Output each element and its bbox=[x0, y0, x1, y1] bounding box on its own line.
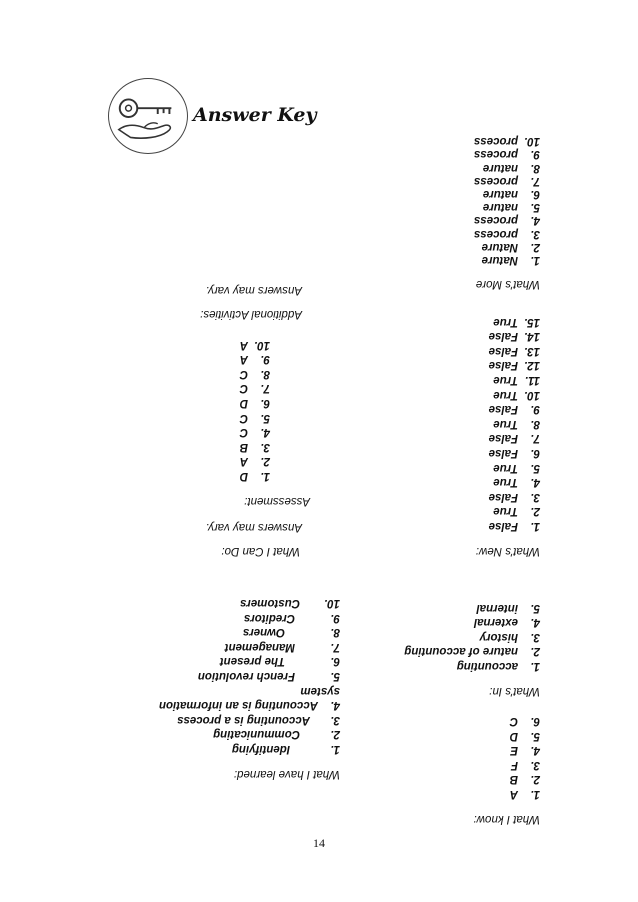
section-whats-more bbox=[360, 134, 540, 290]
list-item: 3.process bbox=[473, 227, 540, 240]
section-what-i-can-do bbox=[110, 521, 340, 557]
list-item: 2.Nature bbox=[481, 240, 540, 253]
list-item: 5.True bbox=[493, 461, 540, 474]
list-item: 4.C bbox=[239, 426, 270, 439]
list-item: 9.Creditors bbox=[243, 611, 340, 624]
page-title: Answer Key bbox=[193, 104, 317, 126]
list-item: 5.nature bbox=[482, 201, 540, 214]
answers-note: Answers may vary. bbox=[205, 521, 302, 533]
list-item: 5.French revolution bbox=[197, 670, 340, 683]
list-item: 2.Communicating bbox=[213, 728, 340, 741]
list-item: 13.False bbox=[488, 344, 540, 357]
list-item: 9.A bbox=[239, 353, 270, 366]
list-item: 10.True bbox=[493, 388, 540, 401]
list-item: 3.history bbox=[479, 630, 540, 643]
list-item: 4.process bbox=[473, 214, 540, 227]
list-item: 3.B bbox=[239, 440, 270, 453]
list-item: 1.False bbox=[488, 520, 540, 532]
list-item: 6.The present bbox=[219, 655, 340, 668]
section-title: What I have learned: bbox=[233, 768, 340, 780]
section-title: What's In: bbox=[489, 685, 540, 697]
section-assessment bbox=[110, 337, 340, 507]
list-item: 9.False bbox=[488, 403, 540, 416]
section-title: What I Can Do: bbox=[221, 545, 300, 557]
section-additional-activities bbox=[110, 284, 340, 320]
list-item: 4.Accounting is an information system bbox=[158, 684, 340, 712]
list-item: 6.D bbox=[239, 397, 270, 410]
list-item: 8.C bbox=[239, 367, 270, 380]
list-item: 1.accounting bbox=[456, 660, 540, 672]
list-item: 1.D bbox=[239, 470, 270, 482]
section-title: What's More bbox=[475, 278, 540, 290]
section-title: Assessment: bbox=[244, 495, 310, 507]
list-item: 1.A bbox=[509, 788, 540, 800]
page-number: 14 bbox=[313, 836, 325, 850]
section-whats-in bbox=[360, 600, 540, 697]
list-item: 6.C bbox=[509, 715, 540, 728]
list-item: 2.nature of accounting bbox=[404, 645, 540, 658]
section-what-i-have-learned bbox=[110, 595, 340, 780]
answers-note: Answers may vary. bbox=[205, 284, 302, 296]
list-item: 6.False bbox=[488, 447, 540, 460]
list-item: 12.False bbox=[488, 359, 540, 372]
list-item: 3.Accounting is a process bbox=[177, 713, 340, 726]
list-item: 1.Nature bbox=[481, 254, 540, 266]
list-item: 4.True bbox=[493, 476, 540, 489]
section-whats-new bbox=[360, 314, 540, 557]
section-title: What I know: bbox=[473, 813, 540, 825]
list-item: 14.False bbox=[488, 330, 540, 343]
list-item: 5.D bbox=[509, 729, 540, 742]
list-item: 7.False bbox=[488, 432, 540, 445]
list-item: 9.process bbox=[473, 148, 540, 161]
list-item: 10.process bbox=[473, 135, 540, 148]
list-item: 3.F bbox=[510, 758, 540, 771]
list-item: 10.A bbox=[239, 338, 270, 351]
list-item: 5.C bbox=[239, 411, 270, 424]
section-title: Additional Activities: bbox=[200, 308, 302, 320]
list-item: 4.E bbox=[510, 744, 540, 757]
section-what-i-know bbox=[360, 713, 540, 825]
list-item: 2.B bbox=[509, 773, 540, 786]
list-item: 7.C bbox=[239, 382, 270, 395]
list-item: 5.internal bbox=[476, 601, 540, 614]
section-title: What's New: bbox=[475, 545, 540, 557]
answer-key-content bbox=[110, 130, 540, 825]
list-item: 8.nature bbox=[482, 161, 540, 174]
list-item: 15.True bbox=[493, 315, 540, 328]
list-item: 8.Owners bbox=[242, 626, 340, 639]
list-item: 8.True bbox=[493, 417, 540, 430]
list-item: 6.nature bbox=[482, 187, 540, 200]
list-item: 10.Customers bbox=[239, 597, 340, 610]
list-item: 7.Management bbox=[224, 640, 340, 653]
list-item: 4.external bbox=[473, 616, 540, 629]
list-item: 1.Identifying bbox=[231, 743, 340, 755]
list-item: 2.True bbox=[493, 505, 540, 518]
list-item: 11.True bbox=[493, 374, 540, 387]
list-item: 7.process bbox=[473, 174, 540, 187]
list-item: 3.False bbox=[488, 490, 540, 503]
list-item: 2.A bbox=[239, 455, 270, 468]
